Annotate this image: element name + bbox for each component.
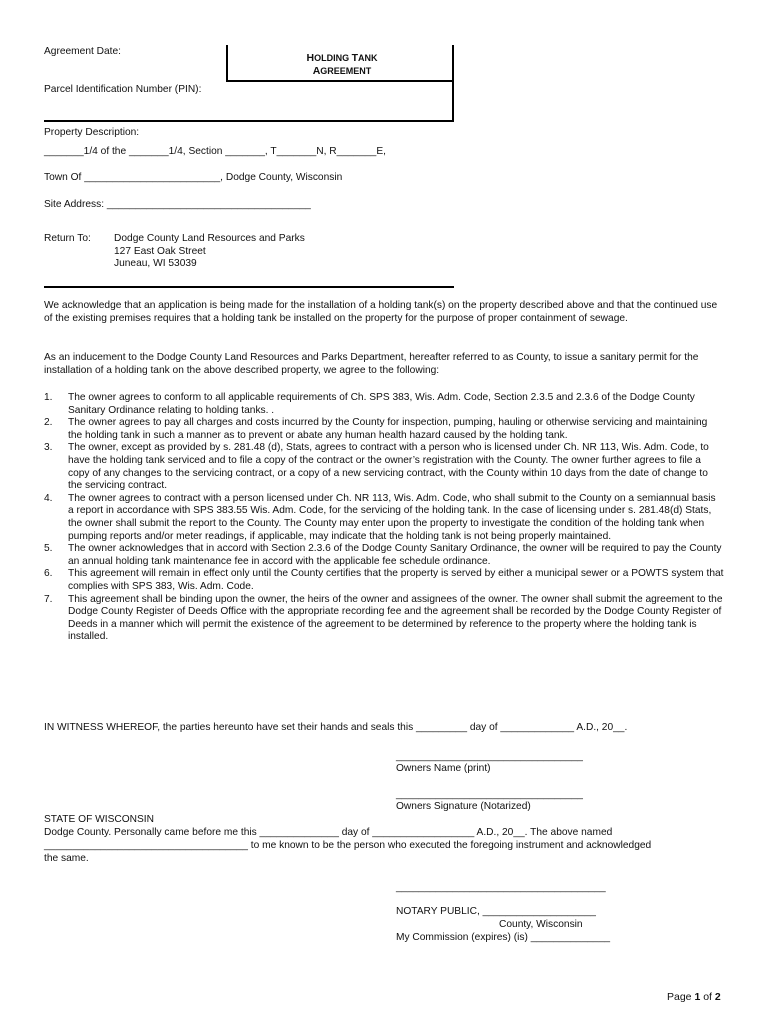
title-line-2: AGREEMENT xyxy=(312,65,372,77)
witness-line: IN WITNESS WHEREOF, the parties hereunto have set their hands and seals this _________ day of _____________ A.D., 20__. xyxy=(44,722,628,733)
return-to-line: Juneau, WI 53039 xyxy=(114,258,197,270)
term-item: 6. This agreement will remain in effect only until the County certifies that the property is served by either a municipal sewer or a POWTS system that complies with SPS 383, Wis. Adm. Code. xyxy=(44,568,724,592)
pin-divider xyxy=(44,120,454,122)
owners-signature-label: Owners Signature (Notarized) xyxy=(396,801,531,812)
property-description-label: Property Description: xyxy=(44,127,140,138)
term-item: 1. The owner agrees to conform to all applicable requirements of Ch. SPS 383, Wis. Adm. Code, Section 2.3.5 and 2.3.6 of the Dodge County Sanitary Ordinance relating to holding tanks. . xyxy=(44,392,695,416)
header-right-border xyxy=(452,45,454,121)
known-line: ____________________________________ to me known to be the person who executed the foregoing instrument and acknowledged xyxy=(44,840,652,851)
term-item: 3. The owner, except as provided by s. 281.48 (d), Stats, agrees to contract with a person who is licensed under Ch. NR 113, Wis. Adm. Code, to have the holding tank serviced and to file a copy of the contract or the owner’s registration with the County. The owner further agrees to file a copy of any changes to the servicing contract, or a copy of a new servicing contract, with the County within 10 days from the date of change to the servicing contract. xyxy=(44,442,709,492)
header-divider-horizontal xyxy=(226,80,454,82)
return-to-line: Dodge County Land Resources and Parks xyxy=(114,233,305,244)
acknowledgement-paragraph: We acknowledge that an application is being made for the installation of a holding tank(s) on the property described above and that the continued use of the existing premises requires that a holding tank be installed on the property for the purpose of proper containment of sewage. xyxy=(44,300,718,324)
term-item: 5. The owner acknowledges that in accord with Section 2.3.6 of the Dodge County Sanitary Ordinance, the owner will be required to pay the County an annual holding tank maintenance fee in accord with the applicable fee schedule ordinance. xyxy=(44,543,722,567)
county-line: Dodge County. Personally came before me this ______________ day of __________________ A.D., 20__. The above named xyxy=(44,827,613,838)
return-to-line: 127 East Oak Street xyxy=(114,245,206,257)
inducement-paragraph: As an inducement to the Dodge County Land Resources and Parks Department, hereafter referred to as County, to issue a sanitary permit for the installation of a holding tank on the above described property, we agree to the following: xyxy=(44,352,699,376)
owners-name-underline: _________________________________ xyxy=(396,751,583,762)
owners-name-label: Owners Name (print) xyxy=(396,763,491,774)
document-title xyxy=(300,52,384,78)
pin-label: Parcel Identification Number (PIN): xyxy=(44,84,202,95)
notary-public-line: NOTARY PUBLIC, ____________________ xyxy=(396,906,596,917)
address-section-divider xyxy=(44,286,454,288)
owners-signature-underline: _________________________________ xyxy=(396,789,583,800)
location-line: _______1/4 of the _______1/4, Section _______, T_______N, R_______E, xyxy=(44,146,386,157)
known-line-continued: the same. xyxy=(44,853,89,864)
commission-line: My Commission (expires) (is) ______________ xyxy=(396,932,611,943)
terms-list xyxy=(44,392,724,644)
agreement-date-label: Agreement Date: xyxy=(44,46,122,57)
term-item: 4. The owner agrees to contract with a person licensed under Ch. NR 113, Wis. Adm. Code, who shall submit to the County on a semiannual basis a report in accordance with SPS 383.55 Wis. Adm. Code, for the servicing of the holding tank. In the case of licensing under s. 281.48(d) Stats, the owner shall submit the report to the County. The County may enter upon the property to investigate the condition of the holding tank when pumping reports and/or meter readings, if applicable, may indicate that the holding tank is not being properly maintained. xyxy=(44,492,716,542)
state-label: STATE OF WISCONSIN xyxy=(44,814,154,825)
title-line-1: HOLDING TANK xyxy=(306,52,378,64)
county-wisconsin-label: County, Wisconsin xyxy=(499,919,583,930)
page-number: Page 1 of 2 xyxy=(667,991,721,1003)
return-to-label: Return To: xyxy=(44,233,91,244)
term-item: 2. The owner agrees to pay all charges and costs incurred by the County for inspection, pumping, hauling or otherwise servicing and maintaining the holding tank in such a manner as to prevent or abate any human health hazard caused by the holding tank. xyxy=(44,417,708,441)
term-item: 7. This agreement shall be binding upon the owner, the heirs of the owner and assignees of the owner. The owner shall submit the agreement to the Dodge County Register of Deeds Office with the appropriate recording fee and the agreement shall be recorded by the Dodge County Register of Deeds in a manner which will permit the existence of the agreement to be determined by reference to the property where the holding tank is installed. xyxy=(44,593,723,643)
town-line: Town Of ________________________, Dodge County, Wisconsin xyxy=(44,172,343,183)
header-divider-vertical xyxy=(226,45,228,80)
notary-underline: _____________________________________ xyxy=(396,882,606,893)
return-to-address xyxy=(114,233,305,271)
site-address-line: Site Address: ____________________________________ xyxy=(44,199,311,210)
